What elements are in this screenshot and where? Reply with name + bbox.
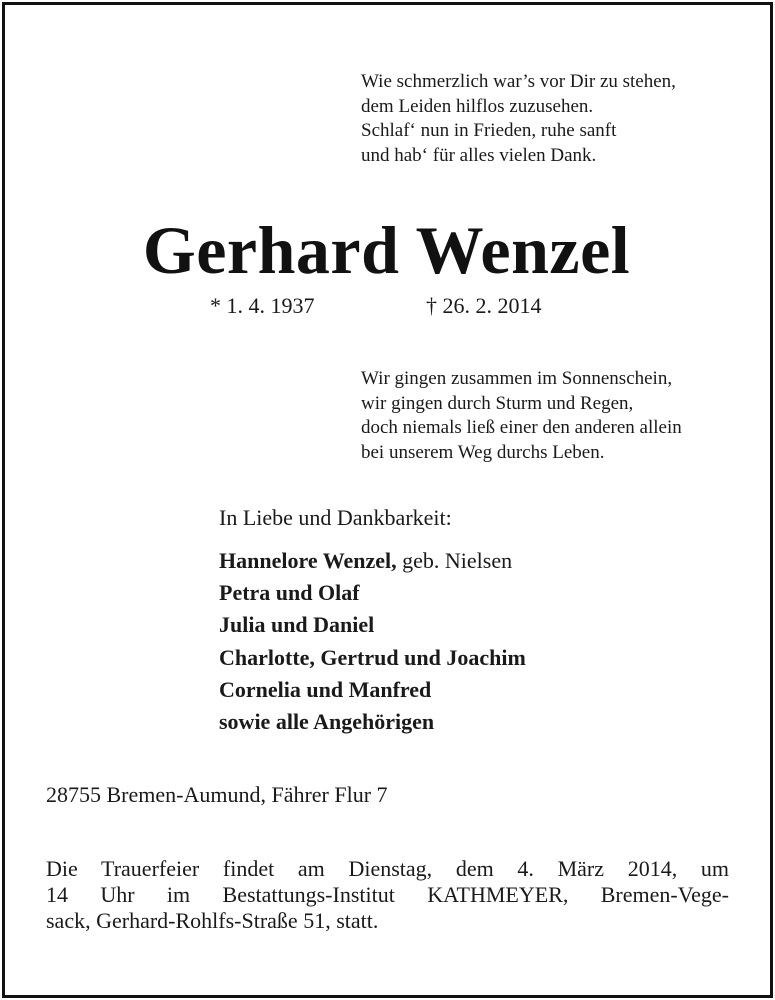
family-member [219, 642, 526, 674]
deceased-name: Gerhard Wenzel [142, 212, 631, 288]
family-member [219, 545, 526, 577]
family-member [219, 609, 526, 641]
poem-top [361, 70, 676, 168]
family-member-name: Julia und Daniel [219, 612, 375, 638]
poem-top-line: Schlaf‘ nun in Frieden, ruhe sanft [361, 120, 617, 141]
poem-middle [361, 367, 682, 465]
family-member-name: Charlotte, Gertrud und Joachim [219, 644, 526, 670]
funeral-notice-line: 14 Uhr im Bestattungs-Institut KATHMEYER, Bremen-Vege- [46, 882, 729, 907]
funeral-notice [46, 856, 729, 934]
poem-top-line: dem Leiden hilflos zuzusehen. [361, 95, 594, 117]
poem-middle-line: doch niemals ließ einer den anderen allein [361, 417, 682, 438]
family-member [219, 674, 526, 706]
poem-middle-line: Wir gingen zusammen im Sonnenschein, [361, 368, 673, 389]
birth-date: * 1. 4. 1937 [210, 293, 315, 318]
funeral-notice-line: Die Trauerfeier findet am Dienstag, dem 4. März 2014, um [46, 856, 729, 881]
family-member-suffix: geb. Nielsen [396, 548, 513, 573]
family-member-name: Hannelore Wenzel, [219, 548, 397, 573]
poem-top-line: und hab‘ für alles vielen Dank. [361, 144, 597, 166]
family-member-name: Petra und Olaf [219, 580, 360, 606]
family-member [219, 706, 526, 738]
family-address: 28755 Bremen-Aumund, Fährer Flur 7 [46, 782, 388, 807]
family-block [219, 505, 526, 738]
family-member-name: sowie alle Angehörigen [219, 709, 435, 735]
death-date: † 26. 2. 2014 [426, 293, 542, 318]
family-member [219, 577, 526, 609]
poem-middle-line: bei unserem Weg durchs Leben. [361, 441, 605, 463]
poem-middle-line: wir gingen durch Sturm und Regen, [361, 392, 634, 414]
family-intro: In Liebe und Dankbarkeit: [219, 505, 452, 530]
poem-top-line: Wie schmerzlich war’s vor Dir zu stehen, [361, 71, 676, 92]
funeral-notice-line: sack, Gerhard-Rohlfs-Straße 51, statt. [46, 908, 379, 933]
family-member-name: Cornelia und Manfred [219, 676, 432, 702]
